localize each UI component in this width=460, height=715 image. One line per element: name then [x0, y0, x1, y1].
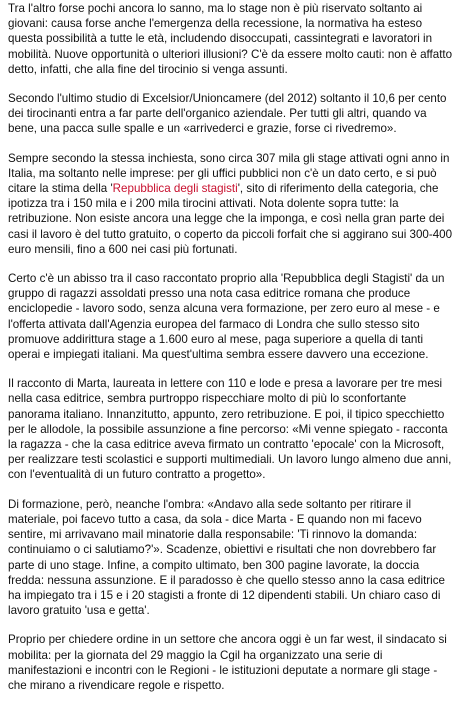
paragraph-3 [8, 151, 454, 257]
paragraph-1: Tra l'altro forse pochi ancora lo sanno, ma lo stage non è più riservato soltanto ai giovani: causa forse anche l'emergenza della recessione, la normativa ha esteso questa possibilità a tutte le età, includendo disoccupati, cassintegrati e lavoratori in mobilità. Nuove opportunità o ulteriori illusioni? C'è da essere molto cauti: non è affatto detto, infatti, che alla fine del tirocinio si venga assunti. [8, 2, 453, 76]
paragraph-3-text-before: Sempre secondo la stessa inchiesta, sono circa 307 mila gli stage attivati ogni anno in Italia, ma soltanto nelle imprese: per gli uffici pubblici non c'è un dato certo, e si può citare la stima della ' [8, 151, 450, 196]
paragraph-5: Il racconto di Marta, laureata in lettere con 110 e lode e presa a lavorare per tre mesi nella casa editrice, sembra purtroppo rispecchiare molto di più lo sconfortante panorama italiano. Innanzitutto, appunto, zero retribuzione. E poi, il tipico specchietto per le allodole, la possibile assunzione a fine percorso: «Mi venne spiegato - racconta la ragazza - che la casa editrice aveva firmato un contratto 'epocale' con la Microsoft, per realizzare testi scolastici e supporti multimediali. Un lavoro lungo almeno due anni, con l'eventualità di un futuro contratto a progetto». [8, 377, 452, 482]
paragraph-2: Secondo l'ultimo studio di Excelsior/Unioncamere (del 2012) soltanto il 10,6 per cento dei tirocinanti entra a far parte dell'organico aziendale. Per tutti gli altri, quando va bene, una pacca sulle spalle e un «arrivederci e grazie, forse ci rivedremo». [8, 92, 447, 136]
paragraph-7: Proprio per chiedere ordine in un settore che ancora oggi è un far west, il sindacato si mobilita: per la giornata del 29 maggio la Cgil ha organizzato una serie di manifestazioni e incontri con le Regioni - le istituzioni deputate a normare gli stage - che mirano a rivendicare regole e rispetto. [8, 633, 447, 692]
repubblica-degli-stagisti-link[interactable]: Repubblica degli stagisti [112, 182, 238, 196]
paragraph-6: Di formazione, però, neanche l'ombra: «Andavo alla sede soltanto per ritirare il materiale, poi facevo tutto a casa, da sola - dice Marta - E quando non mi facevo sentire, mi arrivavano mail minatorie dalla responsabile: 'Ti rinnovo la domanda: continuiamo o ci salutiamo?'». Scadenze, obiettivi e risultati che non dovrebbero far parte di uno stage. Infine, a compito ultimato, ben 300 pagine lavorate, la doccia fredda: nessuna assunzione. E il paradosso è che quello stesso anno la casa editrice ha impiegato tra i 15 e i 20 stagisti a fronte di 12 dipendenti stabili. Un chiaro caso di lavoro gratuito 'usa e getta'. [8, 497, 445, 618]
paragraph-4: Certo c'è un abisso tra il caso raccontato proprio alla 'Repubblica degli Stagisti' da un gruppo di ragazzi assoldati presso una nota casa editrice romana che produce enciclopedie - lavoro sodo, senza alcuna vera formazione, per zero euro al mese - e l'offerta attivata dall'Agenzia europea del farmaco di Londra che sullo stesso sito promuove addirittura stage a 1.600 euro al mese, paga superiore a quella di tanti operai e impiegati italiani. Ma quest'ultima sembra essere davvero una eccezione. [8, 272, 445, 362]
paragraph-3-text-after: ', sito di riferimento della categoria, che ipotizza tra i 150 mila e i 200 mila tirocini attivati. Nota dolente sopra tutte: la retribuzione. Non esiste ancora una legge che la imponga, e così nella gran parte dei casi il lavoro è del tutto gratuito, o coperto da piccoli forfait che si aggirano sui 300-400 euro mensili, fino a 600 nei casi più fortunati. [8, 182, 453, 256]
